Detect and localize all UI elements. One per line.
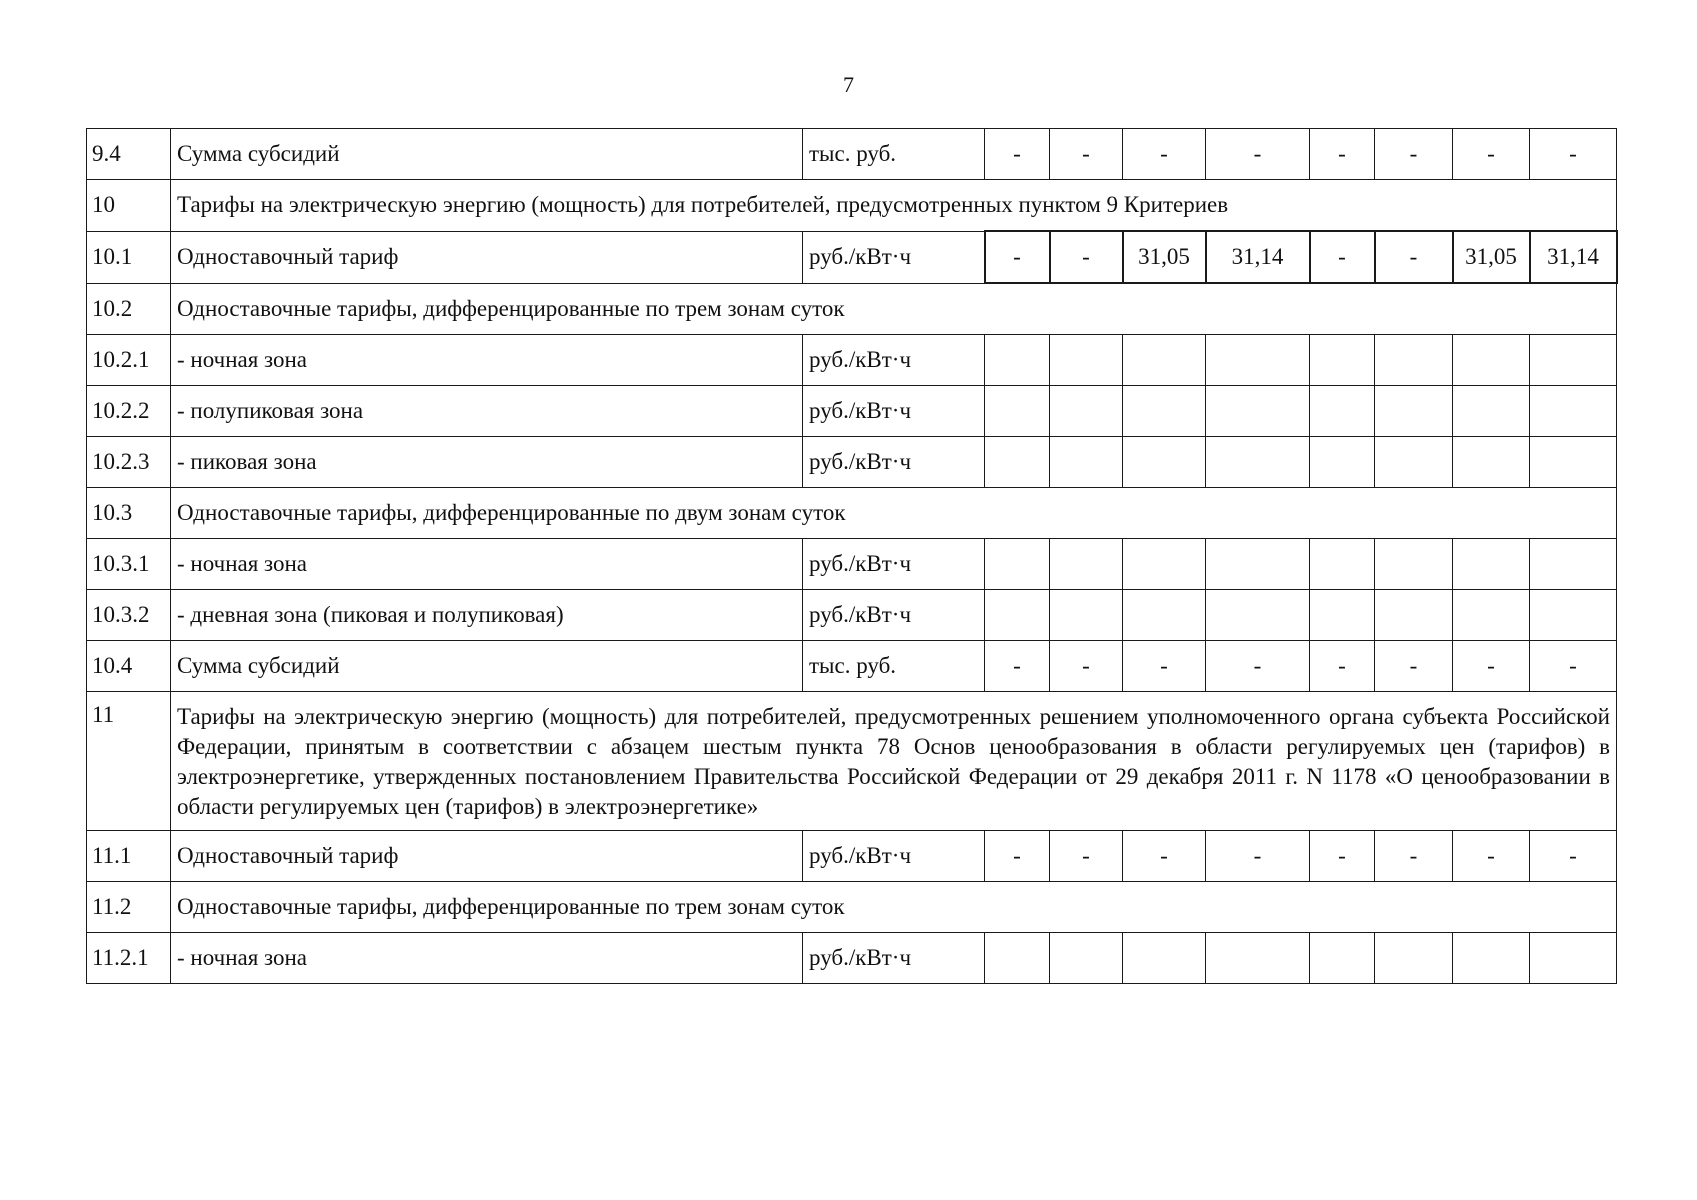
- value-cell: -: [1050, 641, 1123, 692]
- value-cell: [1375, 335, 1453, 386]
- value-cell: [1206, 933, 1310, 984]
- value-cell: -: [1050, 129, 1123, 180]
- indicator-name: Одноставочный тариф: [171, 831, 803, 882]
- row-number: 11.2.1: [87, 933, 171, 984]
- unit-of-measure: тыс. руб.: [803, 641, 985, 692]
- indicator-name: Одноставочный тариф: [171, 231, 803, 283]
- value-cell: -: [1375, 831, 1453, 882]
- value-cell: -: [1530, 831, 1617, 882]
- value-cell: -: [985, 641, 1050, 692]
- value-cell: [1453, 933, 1530, 984]
- table-row: [87, 129, 1617, 180]
- value-cell: [1530, 539, 1617, 590]
- value-cell: [1375, 539, 1453, 590]
- value-cell: [1453, 386, 1530, 437]
- value-cell: [1206, 386, 1310, 437]
- row-number: 11: [87, 692, 171, 831]
- tariff-table: [86, 128, 1618, 984]
- tariff-table-body: [87, 129, 1617, 984]
- value-cell: -: [1206, 641, 1310, 692]
- value-cell: [1375, 933, 1453, 984]
- table-row: [87, 590, 1617, 641]
- section-row: [87, 692, 1617, 831]
- section-row: [87, 488, 1617, 539]
- row-number: 10.3.2: [87, 590, 171, 641]
- row-number: 9.4: [87, 129, 171, 180]
- value-cell: [1530, 437, 1617, 488]
- value-cell: -: [1123, 129, 1206, 180]
- value-cell: [1310, 437, 1375, 488]
- row-number: 10.1: [87, 231, 171, 283]
- value-cell: -: [1206, 129, 1310, 180]
- value-cell: [1050, 590, 1123, 641]
- unit-of-measure: руб./кВт·ч: [803, 590, 985, 641]
- value-cell: -: [1375, 129, 1453, 180]
- indicator-name: - пиковая зона: [171, 437, 803, 488]
- value-cell: -: [1453, 641, 1530, 692]
- indicator-name: - полупиковая зона: [171, 386, 803, 437]
- table-row: [87, 386, 1617, 437]
- row-number: 11.2: [87, 882, 171, 933]
- value-cell: [985, 933, 1050, 984]
- value-cell: [1530, 335, 1617, 386]
- unit-of-measure: руб./кВт·ч: [803, 831, 985, 882]
- value-cell: [985, 386, 1050, 437]
- table-row: [87, 933, 1617, 984]
- value-cell: -: [985, 231, 1050, 283]
- value-cell: -: [1310, 129, 1375, 180]
- value-cell: [1206, 590, 1310, 641]
- value-cell: [1530, 386, 1617, 437]
- value-cell: -: [1375, 231, 1453, 283]
- section-row: [87, 882, 1617, 933]
- row-number: 10.2.2: [87, 386, 171, 437]
- value-cell: [985, 539, 1050, 590]
- section-title: Тарифы на электрическую энергию (мощность) для потребителей, предусмотренных пунктом 9 Критериев: [171, 180, 1617, 232]
- unit-of-measure: тыс. руб.: [803, 129, 985, 180]
- table-row: [87, 437, 1617, 488]
- value-cell: [1530, 933, 1617, 984]
- row-number: 10.2.3: [87, 437, 171, 488]
- value-cell: [1453, 335, 1530, 386]
- value-cell: -: [1123, 831, 1206, 882]
- row-number: 10.2: [87, 283, 171, 335]
- value-cell: [1206, 335, 1310, 386]
- unit-of-measure: руб./кВт·ч: [803, 933, 985, 984]
- section-title: Одноставочные тарифы, дифференцированные по трем зонам суток: [171, 283, 1617, 335]
- table-row: [87, 831, 1617, 882]
- indicator-name: - ночная зона: [171, 335, 803, 386]
- indicator-name: - ночная зона: [171, 933, 803, 984]
- value-cell: [1206, 437, 1310, 488]
- value-cell: -: [1123, 641, 1206, 692]
- value-cell: [1123, 539, 1206, 590]
- value-cell: -: [1310, 231, 1375, 283]
- value-cell: -: [1050, 831, 1123, 882]
- row-number: 10.3: [87, 488, 171, 539]
- value-cell: [1050, 437, 1123, 488]
- unit-of-measure: руб./кВт·ч: [803, 386, 985, 437]
- value-cell: 31,05: [1123, 231, 1206, 283]
- value-cell: [1123, 590, 1206, 641]
- section-row: [87, 180, 1617, 232]
- value-cell: [985, 590, 1050, 641]
- row-number: 10.2.1: [87, 335, 171, 386]
- value-cell: 31,14: [1530, 231, 1617, 283]
- value-cell: -: [1310, 831, 1375, 882]
- value-cell: [985, 335, 1050, 386]
- value-cell: [1453, 590, 1530, 641]
- value-cell: [1123, 933, 1206, 984]
- value-cell: [1310, 335, 1375, 386]
- row-number: 10.4: [87, 641, 171, 692]
- table-row: [87, 539, 1617, 590]
- value-cell: [985, 437, 1050, 488]
- value-cell: -: [985, 831, 1050, 882]
- value-cell: -: [1206, 831, 1310, 882]
- unit-of-measure: руб./кВт·ч: [803, 335, 985, 386]
- value-cell: [1375, 386, 1453, 437]
- value-cell: [1050, 539, 1123, 590]
- value-cell: [1453, 539, 1530, 590]
- page-number: 7: [843, 72, 854, 97]
- value-cell: -: [1375, 641, 1453, 692]
- indicator-name: Сумма субсидий: [171, 641, 803, 692]
- value-cell: [1310, 590, 1375, 641]
- indicator-name: - дневная зона (пиковая и полупиковая): [171, 590, 803, 641]
- value-cell: -: [1050, 231, 1123, 283]
- section-title: Одноставочные тарифы, дифференцированные по трем зонам суток: [171, 882, 1617, 933]
- value-cell: [1050, 335, 1123, 386]
- unit-of-measure: руб./кВт·ч: [803, 539, 985, 590]
- value-cell: -: [1453, 831, 1530, 882]
- indicator-name: Сумма субсидий: [171, 129, 803, 180]
- value-cell: 31,05: [1453, 231, 1530, 283]
- value-cell: 31,14: [1206, 231, 1310, 283]
- value-cell: [1530, 590, 1617, 641]
- value-cell: -: [985, 129, 1050, 180]
- value-cell: [1050, 386, 1123, 437]
- value-cell: -: [1530, 641, 1617, 692]
- section-row: [87, 283, 1617, 335]
- value-cell: [1206, 539, 1310, 590]
- value-cell: [1375, 437, 1453, 488]
- section-title: Тарифы на электрическую энергию (мощность) для потребителей, предусмотренных решением уполномоченного органа субъекта Российской Федерации, принятым в соответствии с абзацем шестым пункта 78 Основ ценообразования в области регулируемых цен (тарифов) в электроэнергетике, утвержденных постановлением Правительства Российской Федерации от 29 декабря 2011 г. N 1178 «О ценообразовании в области регулируемых цен (тарифов) в электроэнергетике»: [171, 692, 1617, 831]
- value-cell: [1123, 335, 1206, 386]
- value-cell: -: [1310, 641, 1375, 692]
- table-row: [87, 641, 1617, 692]
- unit-of-measure: руб./кВт·ч: [803, 437, 985, 488]
- value-cell: [1123, 437, 1206, 488]
- value-cell: [1310, 386, 1375, 437]
- table-row: [87, 231, 1617, 283]
- indicator-name: - ночная зона: [171, 539, 803, 590]
- section-title: Одноставочные тарифы, дифференцированные по двум зонам суток: [171, 488, 1617, 539]
- unit-of-measure: руб./кВт·ч: [803, 231, 985, 283]
- row-number: 10.3.1: [87, 539, 171, 590]
- value-cell: -: [1453, 129, 1530, 180]
- value-cell: -: [1530, 129, 1617, 180]
- value-cell: [1310, 539, 1375, 590]
- value-cell: [1050, 933, 1123, 984]
- row-number: 11.1: [87, 831, 171, 882]
- row-number: 10: [87, 180, 171, 232]
- value-cell: [1453, 437, 1530, 488]
- value-cell: [1375, 590, 1453, 641]
- table-row: [87, 335, 1617, 386]
- value-cell: [1123, 386, 1206, 437]
- value-cell: [1310, 933, 1375, 984]
